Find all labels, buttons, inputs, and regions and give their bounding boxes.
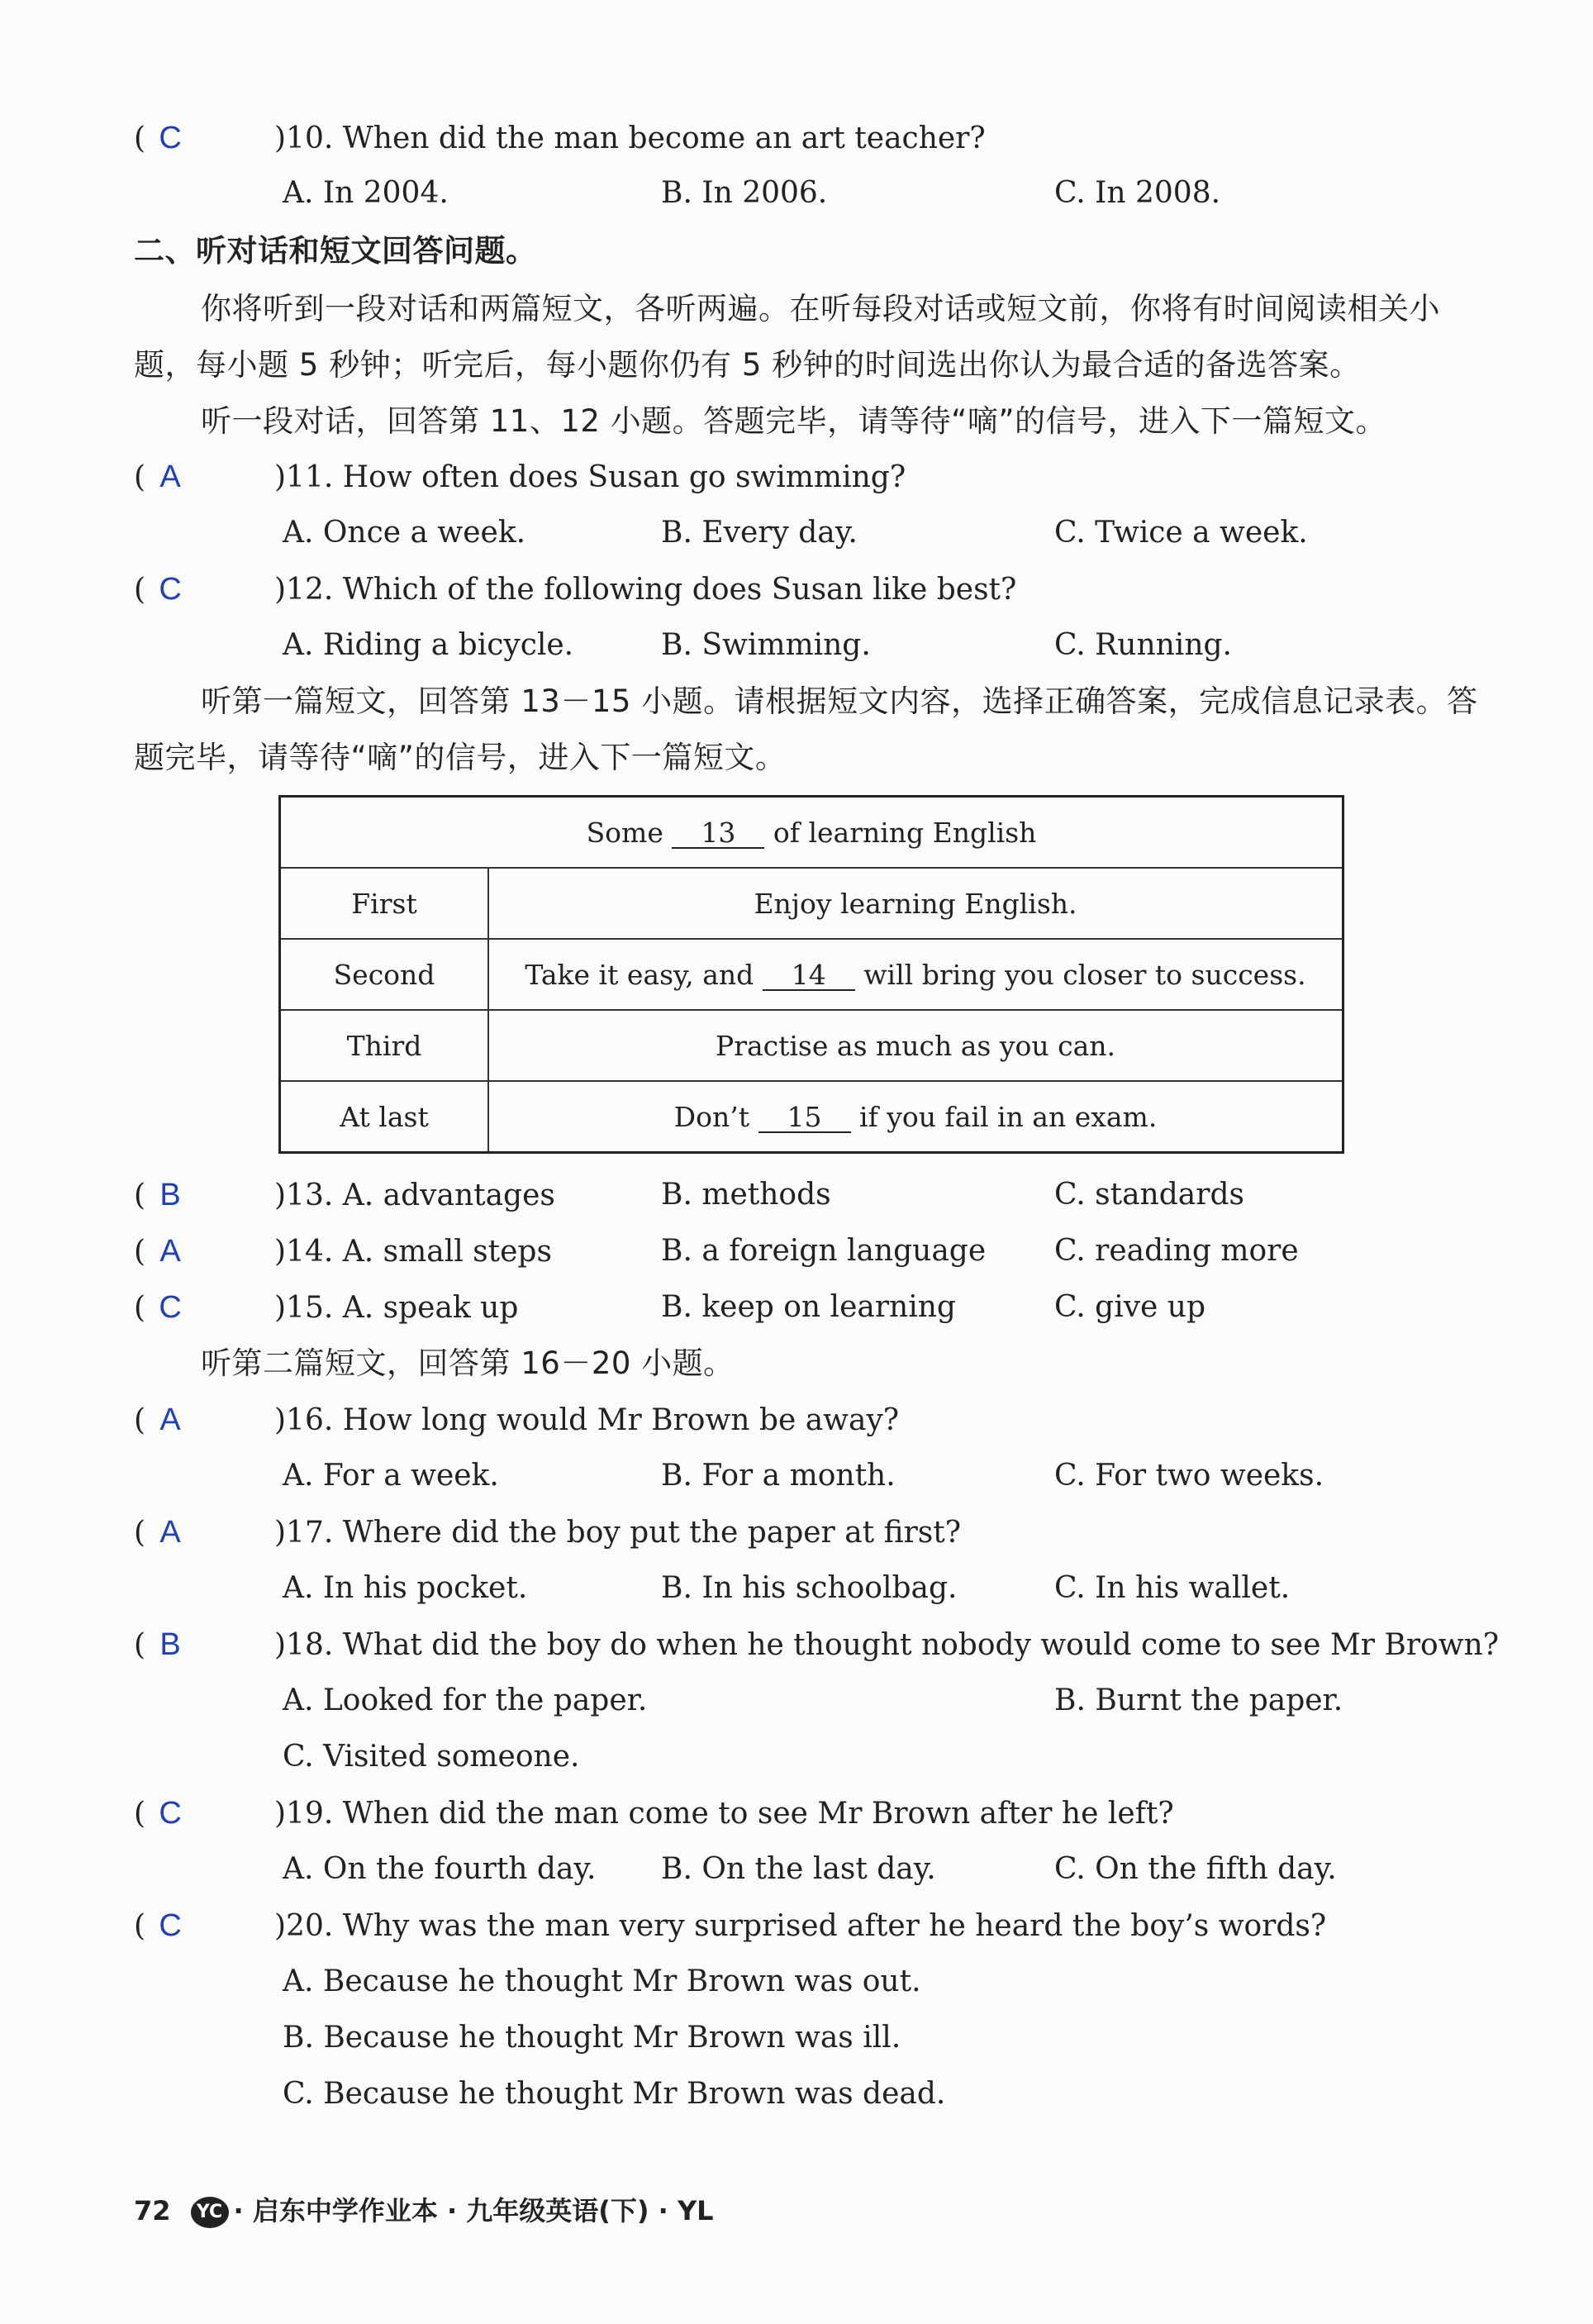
row-content: Enjoy learning English. (488, 868, 1343, 939)
option-c: C. Running. (1054, 628, 1232, 662)
page-footer (134, 2190, 714, 2228)
option-a: A. On the fourth day. (283, 1852, 597, 1886)
book-title: · 启东中学作业本 · 九年级英语(下) · YL (233, 2195, 714, 2226)
table-row (280, 868, 1343, 939)
option-b: B. In his schoolbag. (661, 1571, 958, 1605)
answer-mark: C (159, 1796, 182, 1831)
option-a: A. Once a week. (283, 516, 526, 550)
option-b: B. For a month. (661, 1459, 896, 1493)
answer-mark: A (159, 1402, 181, 1437)
option-b: B. On the last day. (661, 1852, 936, 1886)
question-19: ( C )19. When did the man come to see Mr Brown after he left? (134, 1793, 1174, 1834)
option-a: A. advantages (342, 1179, 555, 1212)
option-a: A. speak up (342, 1291, 519, 1325)
blank-15: 15 (758, 1103, 851, 1133)
option-a: A. In his pocket. (283, 1571, 528, 1605)
publisher-logo-icon: YC (191, 2197, 229, 2228)
answer-mark: A (159, 1234, 181, 1269)
option-b: B. Because he thought Mr Brown was ill. (283, 2021, 901, 2055)
option-c: C. For two weeks. (1054, 1459, 1324, 1493)
instruction-line: 听第二篇短文，回答第 16－20 小题。 (201, 1345, 735, 1381)
option-b: B. Burnt the paper. (1054, 1683, 1343, 1717)
question-15: ( C )15. A. speak up (134, 1288, 518, 1328)
question-text: Why was the man very surprised after he heard the boy’s words? (342, 1909, 1327, 1943)
instruction-line: 听一段对话，回答第 11、12 小题。答题完毕，请等待“嘀”的信号，进入下一篇短文。 (201, 403, 1387, 439)
option-c: C. Visited someone. (283, 1740, 580, 1774)
page-number: 72 (134, 2195, 171, 2226)
question-text: Where did the boy put the paper at first? (342, 1516, 962, 1550)
blank-13: 13 (672, 819, 764, 849)
question-10: ( C )10. When did the man become an art teacher? (134, 118, 986, 159)
option-c: C. reading more (1054, 1234, 1299, 1268)
option-c: C. give up (1054, 1290, 1206, 1324)
option-a: A. Because he thought Mr Brown was out. (283, 1964, 921, 1998)
row-content: Practise as much as you can. (488, 1010, 1343, 1081)
table-row (280, 1081, 1343, 1153)
option-c: C. Twice a week. (1054, 516, 1308, 550)
answer-mark: B (159, 1627, 181, 1662)
blank-14: 14 (763, 961, 855, 991)
answer-mark: C (159, 121, 182, 155)
answer-mark: C (159, 1908, 182, 1943)
question-16: ( A )16. How long would Mr Brown be away? (134, 1400, 899, 1441)
question-text: When did the man become an art teacher? (342, 121, 986, 155)
question-12: ( C )12. Which of the following does Susan like best? (134, 569, 1016, 610)
instruction-line: 听第一篇短文，回答第 13－15 小题。请根据短文内容，选择正确答案，完成信息记录表。答 (201, 683, 1478, 719)
instruction-line: 题，每小题 5 秒钟；听完后，每小题你仍有 5 秒钟的时间选出你认为最合适的备选答案。 (134, 347, 1361, 383)
row-label: At last (280, 1081, 489, 1153)
option-b: B. Every day. (661, 516, 858, 550)
option-a: A. Looked for the paper. (283, 1683, 648, 1717)
table-title: Some 13 of learning English (280, 797, 1343, 869)
option-b: B. Swimming. (661, 628, 871, 662)
option-c: C. In 2008. (1054, 176, 1221, 210)
answer-mark: C (159, 572, 182, 607)
instruction-line: 你将听到一段对话和两篇短文，各听两遍。在听每段对话或短文前，你将有时间阅读相关小 (201, 291, 1440, 326)
option-b: B. a foreign language (661, 1234, 987, 1268)
row-label: Second (280, 939, 489, 1010)
answer-mark: A (159, 460, 181, 494)
question-20: ( C )20. Why was the man very surprised after he heard the boy’s words? (134, 1906, 1326, 1946)
option-c: C. In his wallet. (1054, 1571, 1291, 1605)
option-a: A. small steps (342, 1235, 552, 1269)
table-row (280, 797, 1343, 869)
question-text: How long would Mr Brown be away? (342, 1403, 900, 1437)
question-11: ( A )11. How often does Susan go swimming? (134, 457, 906, 498)
option-a: A. For a week. (283, 1459, 499, 1493)
option-b: B. keep on learning (661, 1290, 956, 1324)
section-heading: 二、听对话和短文回答问题。 (134, 233, 537, 269)
question-13: ( B )13. A. advantages (134, 1175, 555, 1216)
option-c: C. standards (1054, 1178, 1244, 1212)
table-row (280, 1010, 1343, 1081)
instruction-line: 题完毕，请等待“嘀”的信号，进入下一篇短文。 (134, 740, 787, 775)
question-text: What did the boy do when he thought nobody would come to see Mr Brown? (342, 1628, 1500, 1662)
row-content: Take it easy, and 14 will bring you closer to success. (488, 939, 1343, 1010)
question-text: Which of the following does Susan like best? (342, 573, 1017, 607)
question-17: ( A )17. Where did the boy put the paper at first? (134, 1512, 961, 1553)
info-record-table (278, 795, 1344, 1154)
row-label: Third (280, 1010, 489, 1081)
question-14: ( A )14. A. small steps (134, 1231, 552, 1272)
answer-mark: B (159, 1178, 181, 1212)
row-content: Don’t 15 if you fail in an exam. (488, 1081, 1343, 1153)
table-row (280, 939, 1343, 1010)
question-text: How often does Susan go swimming? (342, 460, 906, 494)
row-label: First (280, 868, 489, 939)
answer-mark: C (159, 1290, 182, 1325)
question-text: When did the man come to see Mr Brown after he left? (342, 1797, 1174, 1831)
option-a: A. Riding a bicycle. (283, 628, 574, 662)
option-c: C. Because he thought Mr Brown was dead. (283, 2077, 946, 2111)
option-b: B. In 2006. (661, 176, 828, 210)
question-18: ( B )18. What did the boy do when he thought nobody would come to see Mr Brown? (134, 1625, 1499, 1665)
option-c: C. On the fifth day. (1054, 1852, 1337, 1886)
option-b: B. methods (661, 1178, 831, 1212)
option-a: A. In 2004. (283, 176, 449, 210)
answer-mark: A (159, 1515, 181, 1550)
